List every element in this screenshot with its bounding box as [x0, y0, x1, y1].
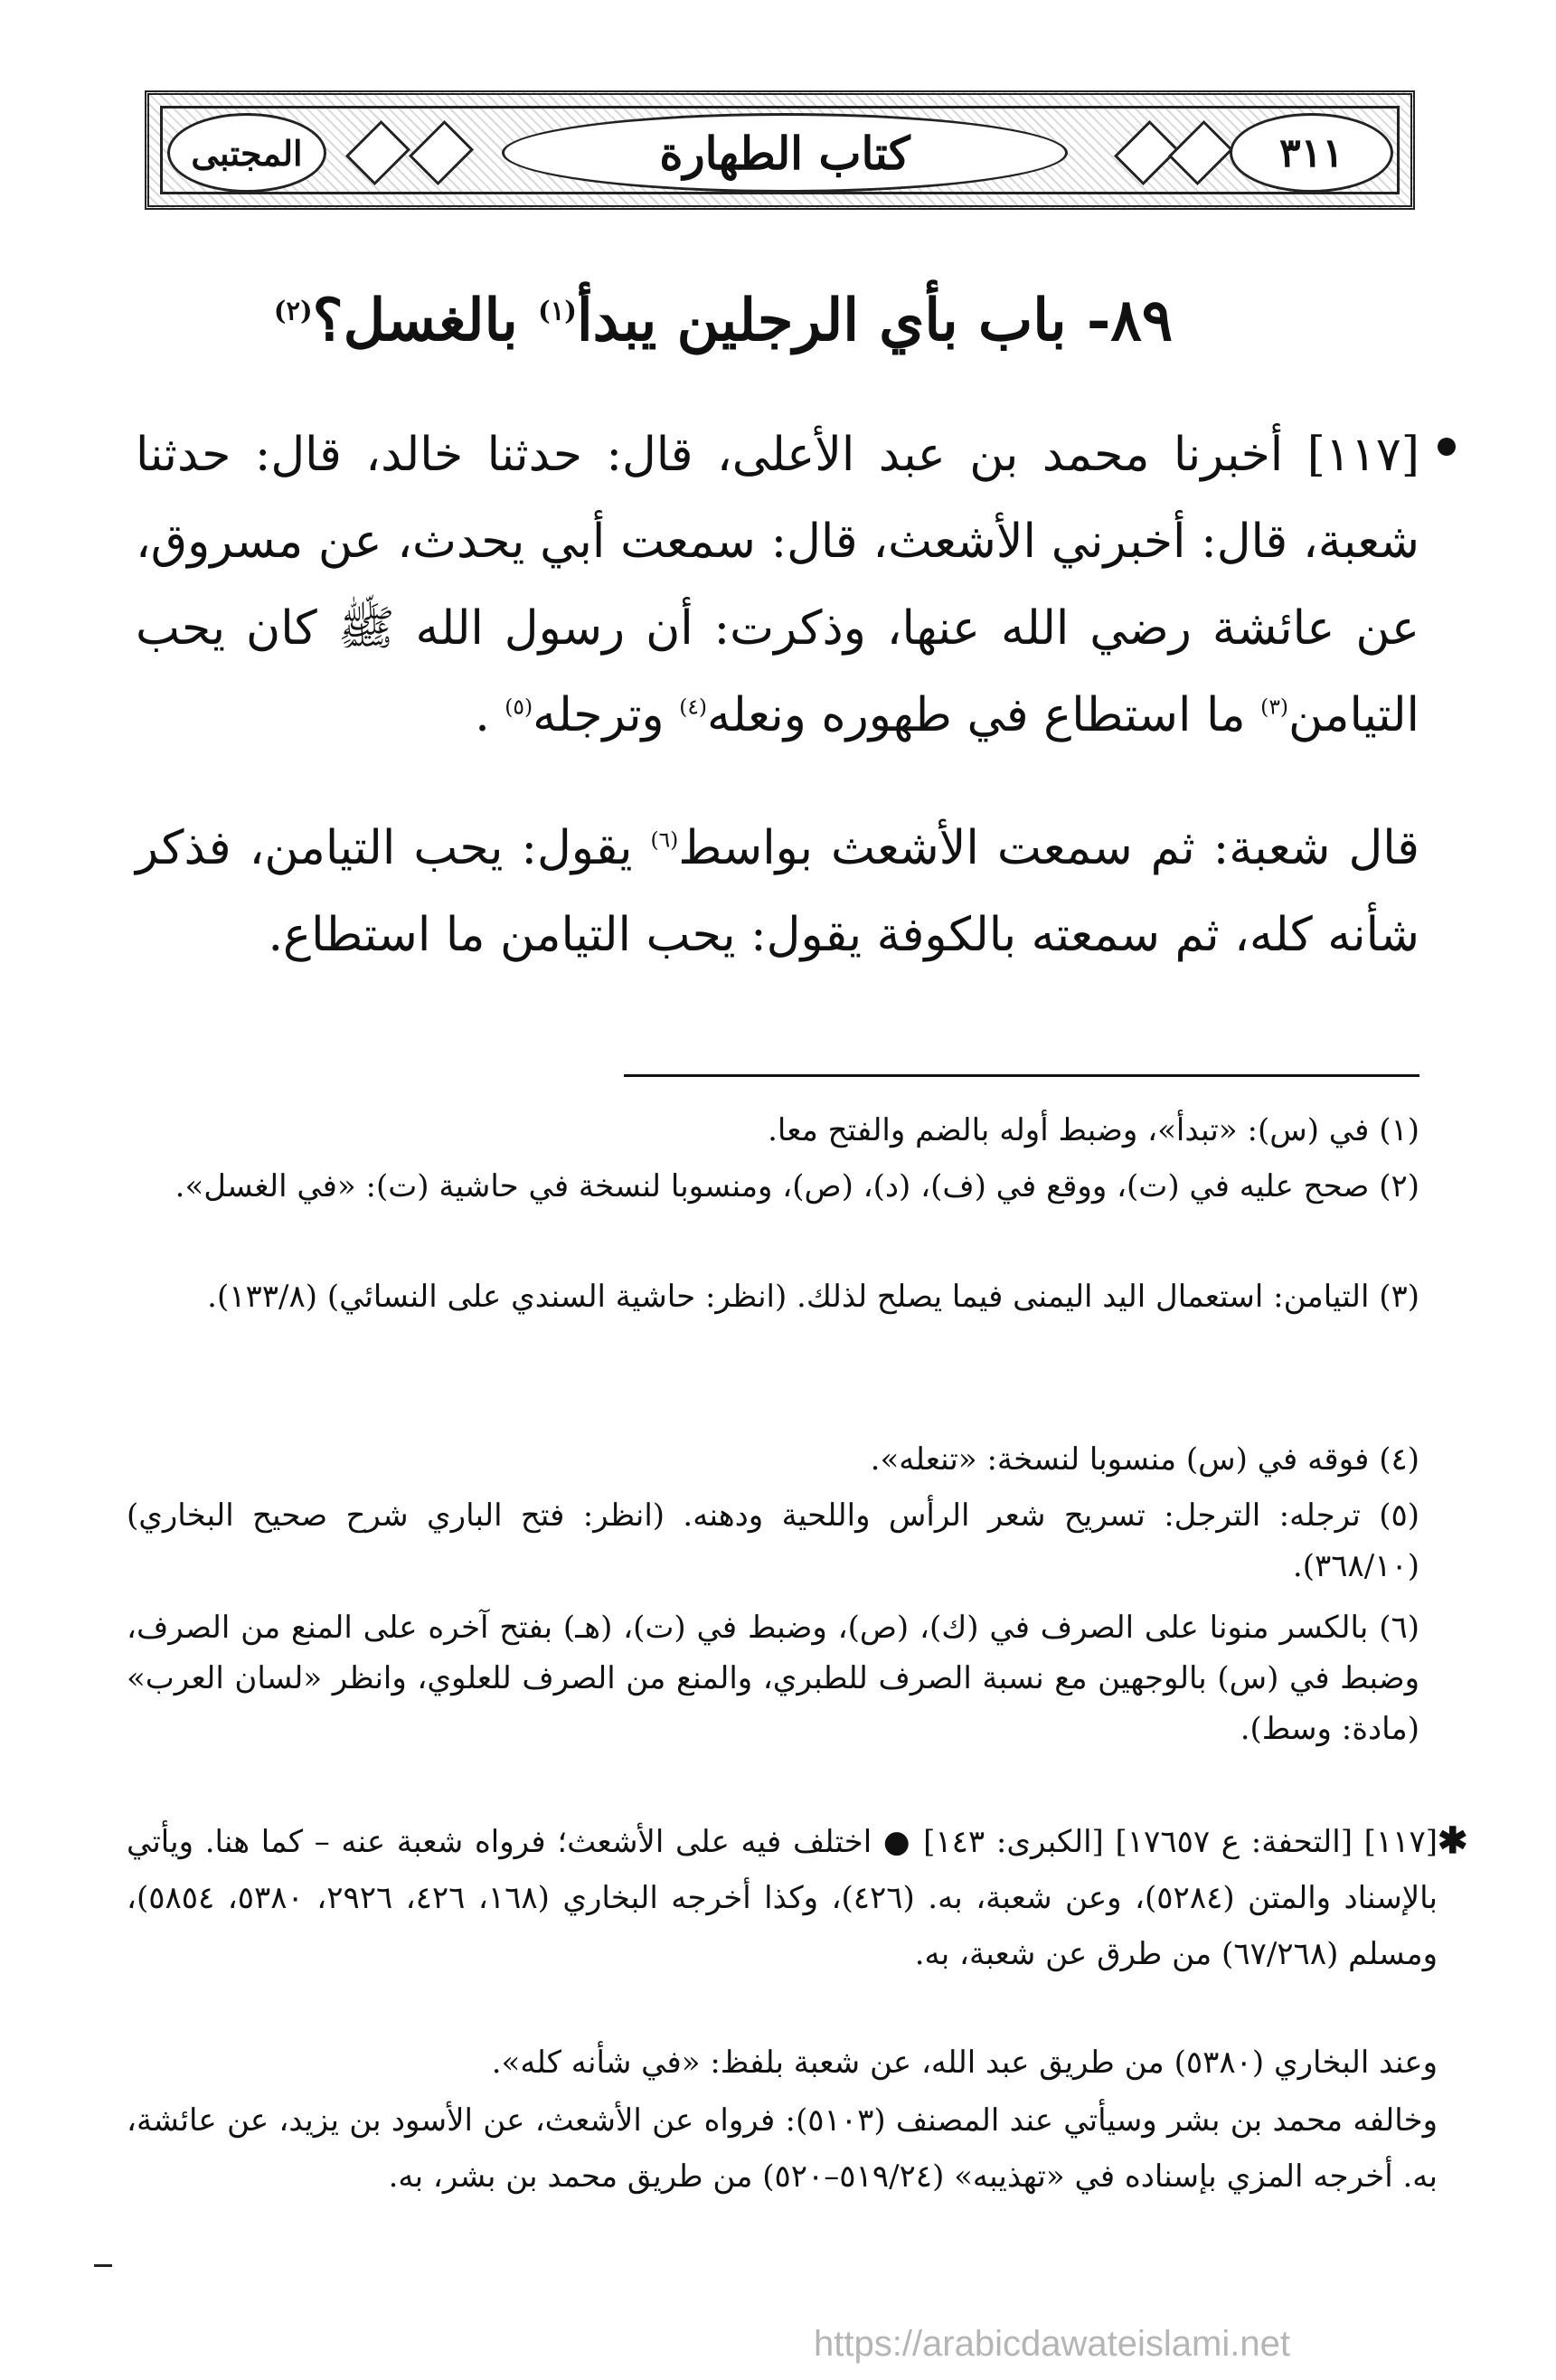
watermark-url: https://arabicdawateislami.net	[814, 2324, 1290, 2364]
hadith-paragraph	[136, 805, 1419, 978]
footnote: (٦) بالكسر منونا على الصرف في (ك)، (ص)، وضبط في (ت)، (هـ) بفتح آخره على المنع من الصرف، وضبط في (س) بالوجهين مع نسبة الصرف للطبري، والمنع من الصرف للعلوي، وانظر «لسان العرب» (مادة: وسط).	[127, 1610, 1419, 1747]
footnote-ref: (٥)	[505, 694, 533, 720]
hadith-text: [١١٧] أخبرنا محمد بن عبد الأعلى، قال: حدثنا خالد، قال: حدثنا شعبة، قال: أخبرني الأشعث، قال: سمعت أبي يحدث، عن مسروق، عن عائشة رضي الله عنها، وذكرت: أن رسول الله ﷺ كان يحب التيامن	[136, 428, 1419, 742]
bullet-icon	[1438, 438, 1456, 456]
footnote-ref: (٢)	[273, 295, 313, 326]
chapter-title-end: بالغسل؟	[312, 287, 518, 354]
footnote-separator	[624, 1074, 1419, 1077]
footnote: (٥) ترجله: الترجل: تسريح شعر الرأس واللحية ودهنه. (انظر: فتح الباري شرح صحيح البخاري) (٣٦٨/١٠).	[127, 1497, 1419, 1584]
hadith-text: قال شعبة: ثم سمعت الأشعث بواسط	[678, 821, 1419, 875]
book-name: المجتبى	[167, 113, 326, 193]
footnote-ref: (٣)	[1260, 694, 1289, 720]
page-number: ٣١١	[1230, 113, 1393, 193]
chapter-title: باب بأي الرجلين يبدأ	[576, 287, 1067, 354]
running-header	[145, 90, 1415, 210]
footnote-ref: (٤)	[679, 694, 708, 720]
asterisk-icon: ✱	[1438, 1819, 1468, 1862]
chapter-heading	[235, 271, 1212, 371]
footnote: (١) في (س): «تبدأ»، وضبط أوله بالضم والفتح معا.	[768, 1112, 1419, 1148]
hadith-text: وترجله	[533, 688, 665, 742]
chapter-number: ٨٩-	[1086, 287, 1174, 354]
footnote: (٢) صحح عليه في (ت)، ووقع في (ف)، (د)، (ص)، ومنسوبا لنسخة في حاشية (ت): «في الغسل».	[174, 1168, 1419, 1204]
takhrij-paragraph: وعند البخاري (٥٣٨٠) من طريق عبد الله، عن شعبة بلفظ: «في شأنه كله».	[491, 2045, 1438, 2081]
footnote-ref: (٦)	[650, 826, 679, 853]
hadith-text: ما استطاع في طهوره ونعله	[707, 688, 1246, 742]
hadith-text: يقول: يحب التيامن، فذكر شأنه كله، ثم سمعته بالكوفة يقول: يحب التيامن ما استطاع.	[136, 821, 1419, 962]
takhrij-paragraph: [١١٧] [التحفة: ع ١٧٦٥٧] [الكبرى: ١٤٣] ● اختلف فيه على الأشعث؛ فرواه شعبة عنه – كما هنا. ويأتي بالإسناد والمتن (٥٢٨٤)، وعن شعبة، به. (٤٢٦)، وكذا أخرجه البخاري (١٦٨، ٤٢٦، ٢٩٢٦، ٥٣٨٠، ٥٨٥٤)، ومسلم (٦٧/٢٦٨) من طرق عن شعبة، به.	[127, 1824, 1438, 1972]
hadith-paragraph	[136, 411, 1419, 759]
footnote: (٣) التيامن: استعمال اليد اليمنى فيما يصلح لذلك. (انظر: حاشية السندي على النسائي) (١٣٣/٨).	[207, 1279, 1419, 1315]
footnote: (٤) فوقه في (س) منسوبا لنسخة: «تنعله».	[870, 1441, 1419, 1478]
section-title: كتاب الطهارة	[502, 113, 1068, 193]
margin-mark	[94, 2264, 112, 2267]
footnote-ref: (١)	[538, 295, 577, 326]
takhrij-paragraph: وخالفه محمد بن بشر وسيأتي عند المصنف (٥١٠٣): فرواه عن الأشعث، عن الأسود بن يزيد، عن عائشة، به. أخرجه المزي بإسناده في «تهذيبه» (٥١٩/٢٤–٥٢٠) من طريق محمد بن بشر، به.	[127, 2102, 1438, 2195]
hadith-text: .	[475, 688, 490, 742]
